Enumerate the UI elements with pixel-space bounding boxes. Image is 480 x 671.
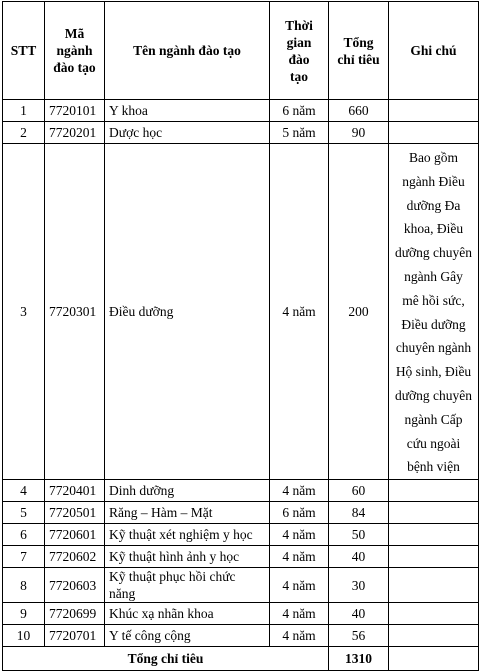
cell-duration: 4 năm [270,546,329,568]
cell-stt: 2 [3,122,45,144]
header-quota-line: Tổng [343,34,374,50]
note-line: cứu ngoài [406,435,461,451]
cell-code: 7720101 [45,100,105,122]
cell-duration: 4 năm [270,603,329,625]
cell-name: Kỹ thuật hình ảnh y học [105,546,270,568]
cell-note [389,480,479,502]
cell-code: 7720602 [45,546,105,568]
cell-quota: 56 [329,625,389,647]
cell-name: Y tế công cộng [105,625,270,647]
cell-code: 7720201 [45,122,105,144]
cell-name: Y khoa [105,100,270,122]
table-row [3,625,479,647]
cell-name: Dược học [105,122,270,144]
header-code [45,2,105,100]
cell-stt: 1 [3,100,45,122]
cell-stt: 9 [3,603,45,625]
cell-name: Kỹ thuật phục hồi chức năng [105,568,270,603]
note-line: Hộ sinh, Điều [395,364,472,380]
header-code-line: Mã [64,26,85,41]
header-note: Ghi chú [389,2,479,100]
table-row [3,502,479,524]
cell-quota: 84 [329,502,389,524]
cell-duration: 4 năm [270,144,329,480]
cell-quota: 90 [329,122,389,144]
table-row [3,546,479,568]
cell-duration: 6 năm [270,502,329,524]
cell-code: 7720401 [45,480,105,502]
table-row [3,100,479,122]
header-row [3,2,479,100]
cell-stt: 8 [3,568,45,603]
header-code-line: ngành [56,43,93,58]
header-stt: STT [3,2,45,100]
cell-name: Răng – Hàm – Mặt [105,502,270,524]
cell-note [389,524,479,546]
cell-stt: 3 [3,144,45,480]
header-quota-line: chỉ tiêu [337,51,380,67]
cell-stt: 10 [3,625,45,647]
cell-duration: 5 năm [270,122,329,144]
table-row [3,524,479,546]
table-row [3,122,479,144]
cell-stt: 7 [3,546,45,568]
header-quota [329,2,389,100]
note-line: chuyên ngành [395,340,472,356]
note-line: dưỡng chuyên [394,245,473,261]
cell-note [389,546,479,568]
cell-code: 7720701 [45,625,105,647]
table-row [3,568,479,603]
cell-note [389,568,479,603]
note-line: ngành Gây [404,268,463,284]
note-line: dưỡng Đa [406,197,461,213]
total-note [389,647,479,671]
note-line: bệnh viện [407,459,460,475]
cell-quota: 200 [329,144,389,480]
cell-note [389,603,479,625]
cell-code: 7720699 [45,603,105,625]
cell-note [389,122,479,144]
cell-quota: 30 [329,568,389,603]
cell-stt: 5 [3,502,45,524]
cell-quota: 40 [329,603,389,625]
cell-stt: 4 [3,480,45,502]
cell-code: 7720601 [45,524,105,546]
note-line: Bao gồm [408,150,459,165]
cell-note [389,144,479,480]
note-line: dưỡng chuyên [394,387,473,403]
note-line: mê hồi sức, [402,292,465,308]
cell-name: Kỹ thuật xét nghiệm y học [105,524,270,546]
cell-duration: 6 năm [270,100,329,122]
cell-note [389,100,479,122]
header-duration [270,2,329,100]
note-line: Điều dưỡng [401,316,466,332]
header-duration-line: Thời [285,17,313,33]
table-row [3,144,479,480]
header-name: Tên ngành đào tạo [105,2,270,100]
cell-duration: 4 năm [270,625,329,647]
cell-note [389,502,479,524]
cell-stt: 6 [3,524,45,546]
cell-duration: 4 năm [270,568,329,603]
note-line: ngành Điều [402,173,465,189]
total-row [3,647,479,671]
cell-name: Dinh dưỡng [105,480,270,502]
note-line: khoa, Điều [403,221,464,237]
cell-code: 7720603 [45,568,105,603]
cell-code: 7720301 [45,144,105,480]
cell-note [389,625,479,647]
cell-duration: 4 năm [270,480,329,502]
cell-quota: 40 [329,546,389,568]
admission-quota-table [2,1,479,671]
cell-duration: 4 năm [270,524,329,546]
cell-code: 7720501 [45,502,105,524]
cell-quota: 50 [329,524,389,546]
cell-name: Điều dưỡng [105,144,270,480]
note-line: ngành Cấp [404,411,463,427]
table-row [3,603,479,625]
header-duration-line: gian [286,34,312,50]
table-row [3,480,479,502]
header-code-line: đào tạo [53,60,96,75]
total-value: 1310 [329,647,389,671]
cell-quota: 660 [329,100,389,122]
total-label: Tổng chỉ tiêu [3,647,329,671]
header-duration-line: đào [288,51,310,67]
cell-quota: 60 [329,480,389,502]
header-duration-line: tạo [290,68,308,84]
cell-name: Khúc xạ nhãn khoa [105,603,270,625]
